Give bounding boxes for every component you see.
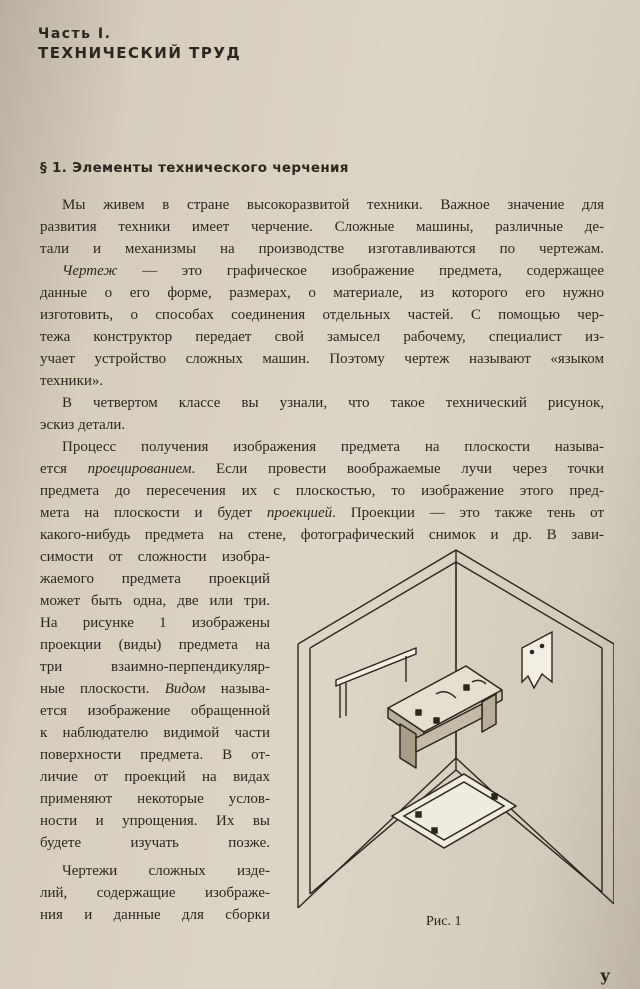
text-line: развития техники имеет черчение. Сложные машины, различные де- <box>40 219 604 235</box>
term-chertezh: Чертеж <box>62 263 118 279</box>
text-line: какого-нибудь предмета на стене, фотографический снимок и др. В зави- <box>40 527 604 543</box>
term-proekciya: проекцией <box>266 505 333 521</box>
text-line: тежа конструктор передает свой замысел рабочему, специалист из- <box>40 329 604 345</box>
text-line: Мы живем в стране высокоразвитой техники. Важное значение для <box>62 197 604 213</box>
term-vid: Видом <box>164 681 206 697</box>
text-line: Чертеж — это графическое изображение предмета, содержащее <box>62 263 604 279</box>
text-line: лий, содержащие изображе- <box>40 885 270 901</box>
text-line: три взаимно-перпендикуляр- <box>40 659 270 675</box>
part-heading: Часть I. <box>38 26 112 42</box>
text-line: изготовить, о способах соединения отдельных частей. С помощью чер- <box>40 307 604 323</box>
text-line: В четвертом классе вы узнали, что такое технический рисунок, <box>62 395 604 411</box>
page-number: у <box>600 966 611 985</box>
text-line: На рисунке 1 изображены <box>40 615 270 631</box>
projection-right-wall <box>522 632 552 688</box>
figure-projection-planes <box>296 548 614 918</box>
text-line: ется проецированием. Если провести воображаемые лучи через точки <box>40 461 605 477</box>
projection-floor <box>392 774 516 848</box>
text-line: Чертежи сложных изде- <box>62 863 270 879</box>
text-line: может быть одна, две или три. <box>40 593 270 609</box>
text-line: ется изображение обращенной <box>40 703 270 719</box>
text-line: Процесс получения изображения предмета на плоскости называ- <box>62 439 604 455</box>
text-line: симости от сложности изобра- <box>40 549 270 565</box>
text-line: эскиз детали. <box>40 417 126 433</box>
text-line: ности и упрощения. Их вы <box>40 813 270 829</box>
text-line: будете изучать позже. <box>40 835 270 851</box>
stool-object <box>388 666 502 768</box>
text-line: личие от проекций на видах <box>40 769 270 785</box>
section-title: § 1. Элементы технического черчения <box>40 160 349 176</box>
text-line: данные о его форме, размерах, о материале, из которого его нужно <box>40 285 604 301</box>
text-line: к наблюдателю видимой части <box>40 725 270 741</box>
text-line: проекции (виды) предмета на <box>40 637 270 653</box>
term-proecirovanie: проецированием <box>87 461 192 477</box>
text-line: техники». <box>40 373 104 389</box>
text-line: тали и механизмы на производстве изготавливаются по чертежам. <box>40 241 604 257</box>
chapter-heading: ТЕХНИЧЕСКИЙ ТРУД <box>38 44 242 62</box>
text-line: жаемого предмета проекций <box>40 571 270 587</box>
text-line: учает устройство сложных машин. Поэтому чертеж называют «языком <box>40 351 604 367</box>
text-line: ния и данные для сборки <box>40 907 270 923</box>
text-line: ные плоскости. Видом называ- <box>40 681 270 697</box>
text-line: применяют некоторые услов- <box>40 791 270 807</box>
text-line: мета на плоскости и будет проекцией. Проекции — это также тень от <box>40 505 604 521</box>
text-line: поверхности предмета. В от- <box>40 747 270 763</box>
text-line: предмета до пересечения их с плоскостью, то изображение этого пред- <box>40 483 604 499</box>
figure-caption: Рис. 1 <box>426 914 462 929</box>
